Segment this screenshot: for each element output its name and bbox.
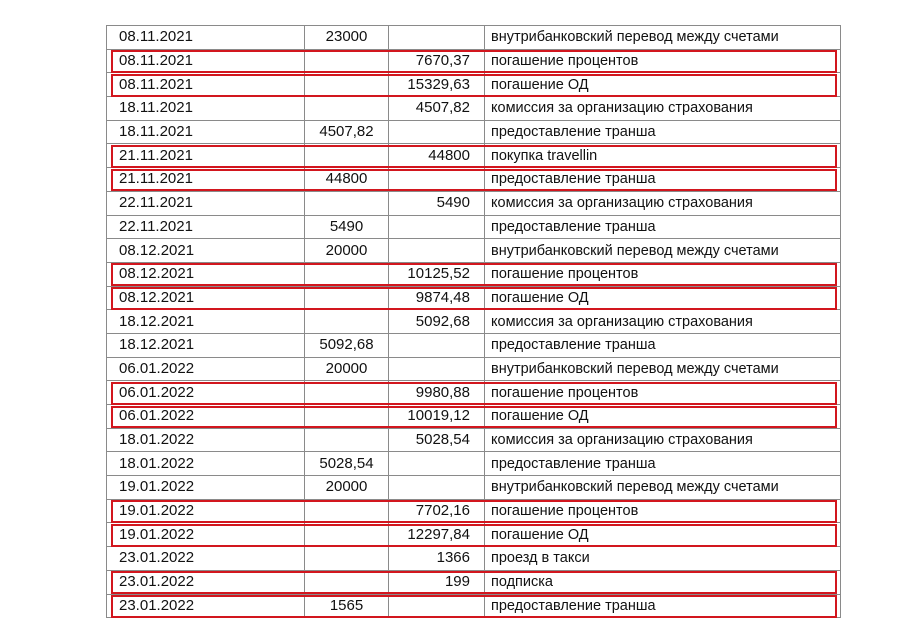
credit-cell — [389, 594, 485, 618]
credit-cell: 199 — [389, 570, 485, 594]
debit-cell: 44800 — [305, 168, 389, 192]
description-cell: погашение ОД — [485, 405, 841, 429]
table-row — [107, 594, 841, 618]
debit-cell — [305, 499, 389, 523]
debit-cell — [305, 381, 389, 405]
date-cell: 19.01.2022 — [107, 476, 305, 500]
debit-cell — [305, 405, 389, 429]
table-row — [107, 452, 841, 476]
credit-cell: 5490 — [389, 191, 485, 215]
credit-cell: 7670,37 — [389, 49, 485, 73]
description-cell: внутрибанковский перевод между счетами — [485, 26, 841, 50]
table-row — [107, 357, 841, 381]
description-cell: погашение ОД — [485, 523, 841, 547]
date-cell: 23.01.2022 — [107, 594, 305, 618]
debit-cell — [305, 144, 389, 168]
credit-cell: 10125,52 — [389, 262, 485, 286]
credit-cell — [389, 26, 485, 50]
credit-cell — [389, 168, 485, 192]
description-cell: предоставление транша — [485, 333, 841, 357]
date-cell: 19.01.2022 — [107, 523, 305, 547]
table-row — [107, 191, 841, 215]
table-row — [107, 381, 841, 405]
table-row — [107, 144, 841, 168]
debit-cell: 20000 — [305, 476, 389, 500]
credit-cell — [389, 239, 485, 263]
credit-cell — [389, 333, 485, 357]
date-cell: 18.11.2021 — [107, 120, 305, 144]
description-cell: покупка travellin — [485, 144, 841, 168]
debit-cell — [305, 570, 389, 594]
debit-cell: 5092,68 — [305, 333, 389, 357]
credit-cell — [389, 357, 485, 381]
debit-cell: 4507,82 — [305, 120, 389, 144]
date-cell: 23.01.2022 — [107, 570, 305, 594]
date-cell: 22.11.2021 — [107, 191, 305, 215]
date-cell: 08.12.2021 — [107, 286, 305, 310]
table-row — [107, 405, 841, 429]
description-cell: предоставление транша — [485, 215, 841, 239]
table-row — [107, 286, 841, 310]
description-cell: предоставление транша — [485, 168, 841, 192]
table-row — [107, 73, 841, 97]
description-cell: предоставление транша — [485, 594, 841, 618]
description-cell: подписка — [485, 570, 841, 594]
credit-cell: 15329,63 — [389, 73, 485, 97]
date-cell: 06.01.2022 — [107, 405, 305, 429]
transactions-table — [106, 25, 841, 618]
description-cell: погашение ОД — [485, 73, 841, 97]
table-row — [107, 215, 841, 239]
description-cell: комиссия за организацию страхования — [485, 97, 841, 121]
date-cell: 21.11.2021 — [107, 168, 305, 192]
credit-cell: 9874,48 — [389, 286, 485, 310]
debit-cell — [305, 523, 389, 547]
description-cell: внутрибанковский перевод между счетами — [485, 239, 841, 263]
table-row — [107, 120, 841, 144]
debit-cell — [305, 310, 389, 334]
credit-cell: 5092,68 — [389, 310, 485, 334]
credit-cell: 1366 — [389, 547, 485, 571]
description-cell: погашение процентов — [485, 262, 841, 286]
debit-cell — [305, 428, 389, 452]
debit-cell: 20000 — [305, 357, 389, 381]
date-cell: 19.01.2022 — [107, 499, 305, 523]
description-cell: погашение процентов — [485, 381, 841, 405]
table-row — [107, 428, 841, 452]
date-cell: 18.01.2022 — [107, 452, 305, 476]
date-cell: 08.11.2021 — [107, 26, 305, 50]
table-row — [107, 26, 841, 50]
date-cell: 08.12.2021 — [107, 239, 305, 263]
table-row — [107, 547, 841, 571]
date-cell: 18.12.2021 — [107, 333, 305, 357]
credit-cell — [389, 452, 485, 476]
description-cell: проезд в такси — [485, 547, 841, 571]
date-cell: 06.01.2022 — [107, 381, 305, 405]
table-row — [107, 97, 841, 121]
credit-cell: 7702,16 — [389, 499, 485, 523]
description-cell: предоставление транша — [485, 120, 841, 144]
date-cell: 23.01.2022 — [107, 547, 305, 571]
debit-cell: 5028,54 — [305, 452, 389, 476]
date-cell: 08.12.2021 — [107, 262, 305, 286]
debit-cell: 1565 — [305, 594, 389, 618]
description-cell: внутрибанковский перевод между счетами — [485, 357, 841, 381]
credit-cell: 9980,88 — [389, 381, 485, 405]
description-cell: погашение ОД — [485, 286, 841, 310]
date-cell: 08.11.2021 — [107, 73, 305, 97]
date-cell: 08.11.2021 — [107, 49, 305, 73]
description-cell: погашение процентов — [485, 49, 841, 73]
table-row — [107, 523, 841, 547]
debit-cell — [305, 97, 389, 121]
date-cell: 21.11.2021 — [107, 144, 305, 168]
credit-cell: 10019,12 — [389, 405, 485, 429]
description-cell: комиссия за организацию страхования — [485, 428, 841, 452]
date-cell: 18.01.2022 — [107, 428, 305, 452]
table-row — [107, 570, 841, 594]
credit-cell — [389, 476, 485, 500]
debit-cell — [305, 73, 389, 97]
description-cell: внутрибанковский перевод между счетами — [485, 476, 841, 500]
description-cell: комиссия за организацию страхования — [485, 310, 841, 334]
debit-cell: 20000 — [305, 239, 389, 263]
table-row — [107, 476, 841, 500]
credit-cell — [389, 120, 485, 144]
debit-cell — [305, 262, 389, 286]
description-cell: комиссия за организацию страхования — [485, 191, 841, 215]
table-row — [107, 239, 841, 263]
debit-cell — [305, 191, 389, 215]
date-cell: 22.11.2021 — [107, 215, 305, 239]
description-cell: погашение процентов — [485, 499, 841, 523]
credit-cell: 5028,54 — [389, 428, 485, 452]
description-cell: предоставление транша — [485, 452, 841, 476]
date-cell: 06.01.2022 — [107, 357, 305, 381]
debit-cell: 5490 — [305, 215, 389, 239]
credit-cell: 12297,84 — [389, 523, 485, 547]
table-row — [107, 49, 841, 73]
debit-cell — [305, 286, 389, 310]
table-row — [107, 310, 841, 334]
debit-cell — [305, 547, 389, 571]
credit-cell: 44800 — [389, 144, 485, 168]
table-row — [107, 168, 841, 192]
debit-cell — [305, 49, 389, 73]
table-row — [107, 499, 841, 523]
credit-cell — [389, 215, 485, 239]
table-row — [107, 262, 841, 286]
debit-cell: 23000 — [305, 26, 389, 50]
transactions-body — [107, 26, 841, 618]
table-row — [107, 333, 841, 357]
credit-cell: 4507,82 — [389, 97, 485, 121]
date-cell: 18.11.2021 — [107, 97, 305, 121]
date-cell: 18.12.2021 — [107, 310, 305, 334]
